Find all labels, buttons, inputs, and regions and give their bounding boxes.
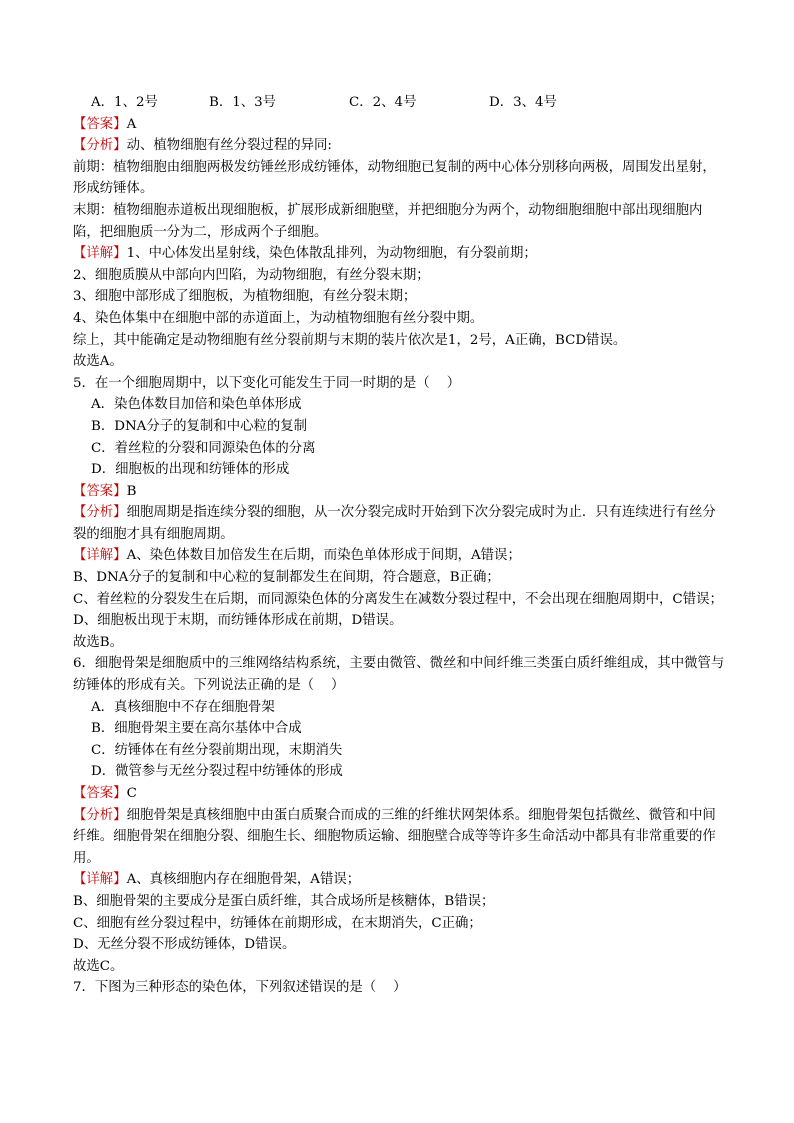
q4-option-b: B．1、3号 (209, 95, 277, 110)
q4-detail-line: 综上，其中能确定是动物细胞有丝分裂前期与末期的装片依次是1，2号，A正确，BCD错误。 (73, 332, 627, 348)
analysis-tag: 【分析】 (73, 807, 127, 823)
q6-answer (73, 783, 727, 805)
q5-detail-line: 【详解】A、染色体数目加倍发生在后期，而染色单体形成于间期，A错误； (73, 548, 521, 564)
q4-analysis-line: 【分析】动、植物细胞有丝分裂过程的异同: (73, 138, 332, 154)
q7-stem: 7．下图为三种形态的染色体，下列叙述错误的是（ ） (73, 980, 407, 996)
q5-detail-line: B、DNA分子的复制和中心粒的复制都发生在间期，符合题意，B正确； (73, 570, 500, 586)
answer-value: C (126, 786, 137, 801)
q5-answer (73, 481, 727, 503)
detail-tag: 【详解】 (73, 548, 127, 564)
q6-detail-line: 【详解】A、真核细胞内存在细胞骨架，A错误； (73, 872, 361, 888)
q4-analysis-line: 前期：植物细胞由细胞两极发纺锤丝形成纺锤体，动物细胞已复制的两中心体分别移向两极，周围发出星射，形成纺锤体。 (73, 159, 716, 197)
q6-analysis-line: 【分析】细胞骨架是真核细胞中由蛋白质聚合而成的三维的纤维状网架体系。细胞骨架包括微丝、微管和中间纤维。细胞骨架在细胞分裂、细胞生长、细胞物质运输、细胞壁合成等等许多生命活动中都具有非常重要的作用。 (73, 807, 716, 866)
q4-analysis-line: 末期：植物细胞赤道板出现细胞板，扩展形成新细胞壁，并把细胞分为两个，动物细胞细胞中部出现细胞内陷，把细胞质一分为二，形成两个子细胞。 (73, 202, 703, 240)
q4-option-d: D．3、4号 (489, 95, 557, 110)
q5-stem: 5．在一个细胞周期中，以下变化可能发生于同一时期的是（ ） (73, 375, 461, 391)
document-body (73, 92, 727, 999)
q5-option-a: A．染色体数目加倍和染色单体形成 (91, 397, 302, 413)
detail-tag: 【详解】 (73, 246, 127, 262)
analysis-tag: 【分析】 (73, 138, 127, 154)
q6-option-a: A．真核细胞中不存在细胞骨架 (91, 699, 275, 715)
q6-option-c: C．纺锤体在有丝分裂前期出现，末期消失 (91, 742, 343, 758)
analysis-tag: 【分析】 (73, 505, 127, 521)
q4-detail-line: 4、染色体集中在细胞中部的赤道面上，为动植物细胞有丝分裂中期。 (73, 310, 484, 326)
q5-conclusion: 故选B。 (73, 634, 124, 650)
q6-option-d: D．微管参与无丝分裂过程中纺锤体的形成 (91, 764, 343, 780)
detail-tag: 【详解】 (73, 872, 127, 888)
answer-tag: 【答案】 (73, 116, 127, 132)
q6-conclusion: 故选C。 (73, 958, 124, 974)
q5-analysis-line: 【分析】细胞周期是指连续分裂的细胞，从一次分裂完成时开始到下次分裂完成时为止．只有连续进行有丝分裂的细胞才具有细胞周期。 (73, 505, 716, 542)
answer-value: A (126, 116, 137, 132)
q6-detail-line: C、细胞有丝分裂过程中，纺锤体在前期形成，在末期消失，C正确； (73, 915, 482, 931)
q5-detail-line: D、细胞板出现于末期，而纺锤体形成在前期，D错误。 (73, 613, 403, 629)
q4-detail-line: 3、细胞中部形成了细胞板，为植物细胞，有丝分裂末期； (73, 289, 417, 305)
q5-option-b: B．DNA分子的复制和中心粒的复制 (91, 418, 308, 434)
q4-option-a: A．1、2号 (91, 95, 158, 110)
q4-detail-line: 【详解】1、中心体发出星射线，染色体散乱排列，为动物细胞，有分裂前期； (73, 246, 537, 262)
q5-option-c: C．着丝粒的分裂和同源染色体的分离 (91, 440, 316, 456)
answer-tag: 【答案】 (73, 786, 127, 801)
answer-value: B (126, 483, 137, 499)
answer-tag: 【答案】 (73, 483, 127, 499)
q6-detail-line: D、无丝分裂不形成纺锤体，D错误。 (73, 937, 296, 953)
q4-answer (73, 114, 727, 136)
q4-conclusion: 故选A。 (73, 354, 123, 370)
q6-detail-line: B、细胞骨架的主要成分是蛋白质纤维，其合成场所是核糖体，B错误； (73, 893, 495, 909)
q5-detail-line: C、着丝粒的分裂发生在后期，而同源染色体的分离发生在减数分裂过程中，不会出现在细胞周期中，C错误； (73, 591, 723, 607)
q4-detail-line: 2、细胞质膜从中部向内凹陷，为动物细胞，有丝分裂末期； (73, 267, 430, 283)
q6-option-b: B．细胞骨架主要在高尔基体中合成 (91, 721, 302, 737)
q5-option-d: D．细胞板的出现和纺锤体的形成 (91, 462, 290, 478)
q4-options (73, 92, 727, 114)
q6-stem: 6．细胞骨架是细胞质中的三维网络结构系统，主要由微管、微丝和中间纤维三类蛋白质纤维组成，其中微管与纺锤体的形成有关。下列说法正确的是（ ） (73, 656, 725, 694)
q4-option-c: C．2、4号 (349, 95, 417, 110)
